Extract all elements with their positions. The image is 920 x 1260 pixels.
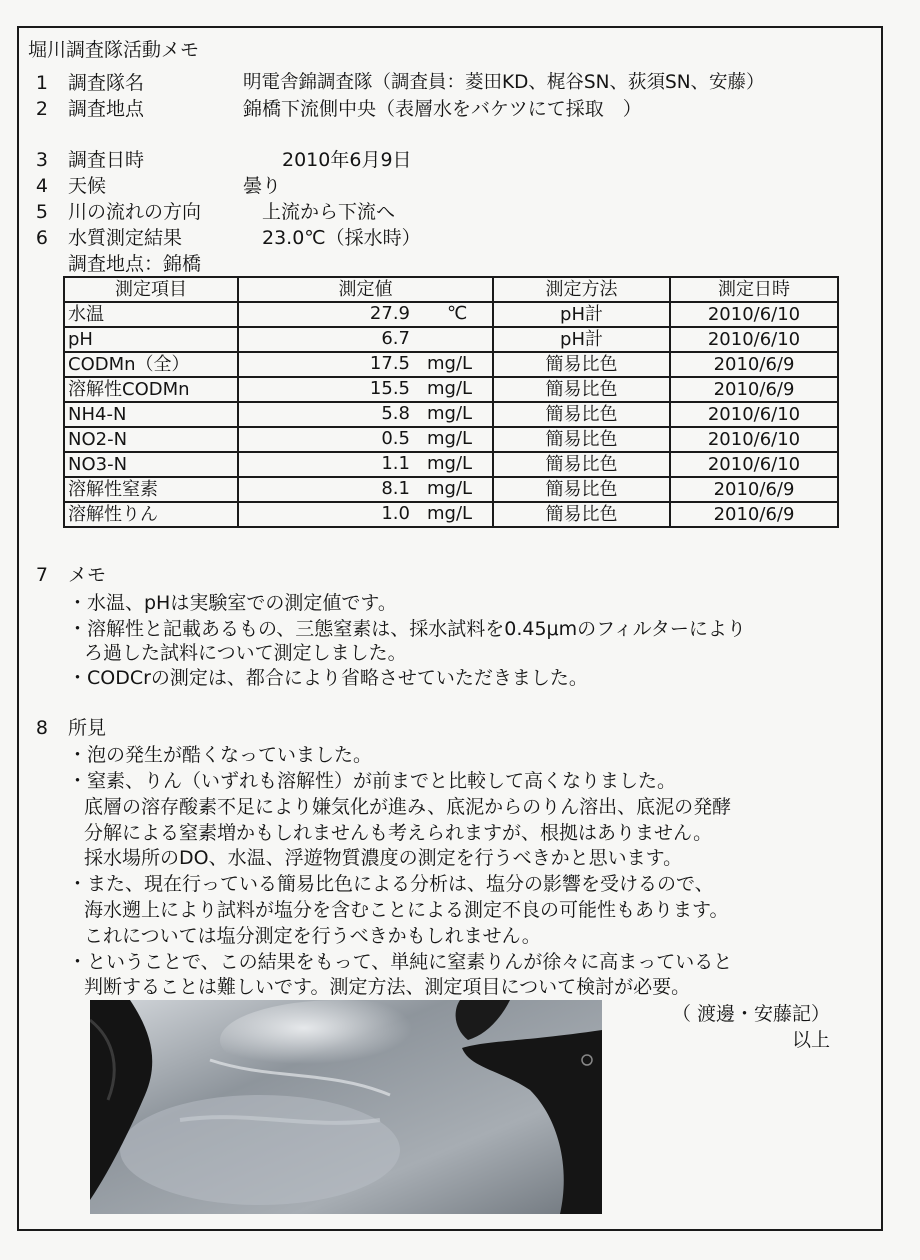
cell-value	[238, 302, 493, 327]
memo-line: ・水温、pHは実験室での測定値です。	[68, 592, 397, 614]
cell-method: pH計	[493, 327, 670, 352]
section-6-number: 6	[35, 227, 48, 249]
cell-date: 2010/6/10	[670, 402, 838, 427]
measured-unit: mg/L	[427, 453, 473, 474]
section-6-label: 水質測定結果	[68, 227, 183, 249]
cell-item: 溶解性窒素	[64, 477, 238, 502]
section-1-number: 1	[35, 72, 48, 94]
table-row	[64, 452, 838, 477]
river-water-photo-svg	[90, 1000, 602, 1214]
measured-value: 1.0	[381, 503, 410, 524]
cell-value	[238, 377, 493, 402]
measured-value: 17.5	[369, 353, 410, 374]
cell-method: 簡易比色	[493, 477, 670, 502]
measured-unit: mg/L	[427, 403, 473, 424]
cell-method: pH計	[493, 302, 670, 327]
site-label: 調査地点：錦橋	[68, 253, 202, 275]
cell-method: 簡易比色	[493, 352, 670, 377]
measured-unit: mg/L	[427, 478, 473, 499]
measured-value: 15.5	[369, 378, 410, 399]
water-temp-at-sampling: 23.0℃（採水時）	[262, 227, 421, 249]
memo-line: ・溶解性と記載あるもの、三態窒素は、採水試料を0.45μmのフィルターにより	[68, 618, 746, 640]
cell-item: 溶解性りん	[64, 502, 238, 527]
cell-value	[238, 352, 493, 377]
table-row	[64, 302, 838, 327]
table-row	[64, 477, 838, 502]
header-method: 測定方法	[493, 277, 670, 302]
measured-value: 5.8	[381, 403, 410, 424]
section-3-label: 調査日時	[68, 149, 145, 171]
table-header-row	[64, 277, 838, 302]
cell-date: 2010/6/10	[670, 327, 838, 352]
cell-method: 簡易比色	[493, 502, 670, 527]
measured-value: 8.1	[381, 478, 410, 499]
finding-line: 底層の溶存酸素不足により嫌気化が進み、底泥からのりん溶出、底泥の発酵	[84, 796, 732, 818]
flow-direction-value: 上流から下流へ	[262, 201, 396, 223]
team-name-value: 明電舎錦調査隊（調査員：菱田KD、梶谷SN、荻須SN、安藤）	[243, 72, 765, 93]
section-1-label: 調査隊名	[68, 72, 145, 94]
section-4-label: 天候	[68, 175, 107, 197]
table-row	[64, 377, 838, 402]
memo-line: ・CODCrの測定は、都合により省略させていただきました。	[68, 667, 588, 689]
cell-value	[238, 327, 493, 352]
header-item: 測定項目	[64, 277, 238, 302]
author-signature: （ 渡邊・安藤記）	[672, 1003, 831, 1025]
cell-date: 2010/6/9	[670, 502, 838, 527]
cell-method: 簡易比色	[493, 427, 670, 452]
finding-line: ・泡の発生が酷くなっていました。	[68, 744, 373, 766]
measured-value: 27.9	[369, 303, 410, 324]
cell-item: pH	[64, 327, 238, 352]
cell-method: 簡易比色	[493, 402, 670, 427]
river-water-photo	[90, 1000, 602, 1214]
survey-site-value: 錦橋下流側中央（表層水をバケツにて採取 ）	[243, 98, 642, 120]
finding-line: 判断することは難しいです。測定方法、測定項目について検討が必要。	[84, 976, 691, 998]
section-7-number: 7	[35, 564, 48, 586]
memo-heading: メモ	[68, 564, 107, 586]
table-row	[64, 327, 838, 352]
finding-line: ・窒素、りん（いずれも溶解性）が前までと比較して高くなりました。	[68, 770, 677, 792]
cell-date: 2010/6/10	[670, 302, 838, 327]
cell-value	[238, 427, 493, 452]
finding-line: ・ということで、この結果をもって、単純に窒素りんが徐々に高まっていると	[68, 951, 733, 973]
closing-text: 以上	[792, 1029, 831, 1051]
cell-item: NH4-N	[64, 402, 238, 427]
memo-title: 堀川調査隊活動メモ	[28, 39, 200, 61]
section-3-number: 3	[35, 149, 48, 171]
section-5-number: 5	[35, 201, 48, 223]
cell-value	[238, 502, 493, 527]
finding-line: 分解による窒素増かもしれませんも考えられますが、根拠はありません。	[84, 822, 713, 844]
measured-unit: ℃	[447, 303, 468, 324]
measured-value: 0.5	[381, 428, 410, 449]
memo-line: ろ過した試料について測定しました。	[84, 642, 407, 664]
finding-line: 採水場所のDO、水温、浮遊物質濃度の測定を行うべきかと思います。	[84, 847, 683, 869]
cell-date: 2010/6/9	[670, 477, 838, 502]
table-row	[64, 502, 838, 527]
measured-value: 1.1	[381, 453, 410, 474]
cell-method: 簡易比色	[493, 452, 670, 477]
measured-unit: mg/L	[427, 353, 473, 374]
section-2-number: 2	[35, 98, 48, 120]
survey-date-value: 2010年6月9日	[282, 149, 412, 171]
measured-unit: mg/L	[427, 378, 473, 399]
cell-value	[238, 477, 493, 502]
weather-value: 曇り	[243, 175, 282, 197]
section-4-number: 4	[35, 175, 48, 197]
cell-date: 2010/6/9	[670, 352, 838, 377]
cell-item: 水温	[64, 302, 238, 327]
cell-item: CODMn（全）	[64, 352, 238, 377]
section-5-label: 川の流れの方向	[68, 201, 202, 223]
measured-unit: mg/L	[427, 428, 473, 449]
cell-item: 溶解性CODMn	[64, 377, 238, 402]
findings-heading: 所見	[68, 717, 107, 739]
cell-value	[238, 452, 493, 477]
header-value: 測定値	[238, 277, 493, 302]
table-row	[64, 427, 838, 452]
cell-item: NO2-N	[64, 427, 238, 452]
cell-item: NO3-N	[64, 452, 238, 477]
finding-line: 海水遡上により試料が塩分を含むことによる測定不良の可能性もあります。	[84, 899, 729, 921]
results-table	[63, 276, 839, 528]
cell-method: 簡易比色	[493, 377, 670, 402]
cell-date: 2010/6/10	[670, 427, 838, 452]
finding-line: これについては塩分測定を行うべきかもしれません。	[84, 925, 541, 947]
cell-date: 2010/6/10	[670, 452, 838, 477]
cell-value	[238, 402, 493, 427]
section-2-label: 調査地点	[68, 98, 145, 120]
header-date: 測定日時	[670, 277, 838, 302]
cell-date: 2010/6/9	[670, 377, 838, 402]
finding-line: ・また、現在行っている簡易比色による分析は、塩分の影響を受けるので、	[68, 873, 714, 895]
measured-unit: mg/L	[427, 503, 473, 524]
measured-value: 6.7	[381, 328, 410, 349]
table-row	[64, 352, 838, 377]
table-row	[64, 402, 838, 427]
section-8-number: 8	[35, 717, 48, 739]
